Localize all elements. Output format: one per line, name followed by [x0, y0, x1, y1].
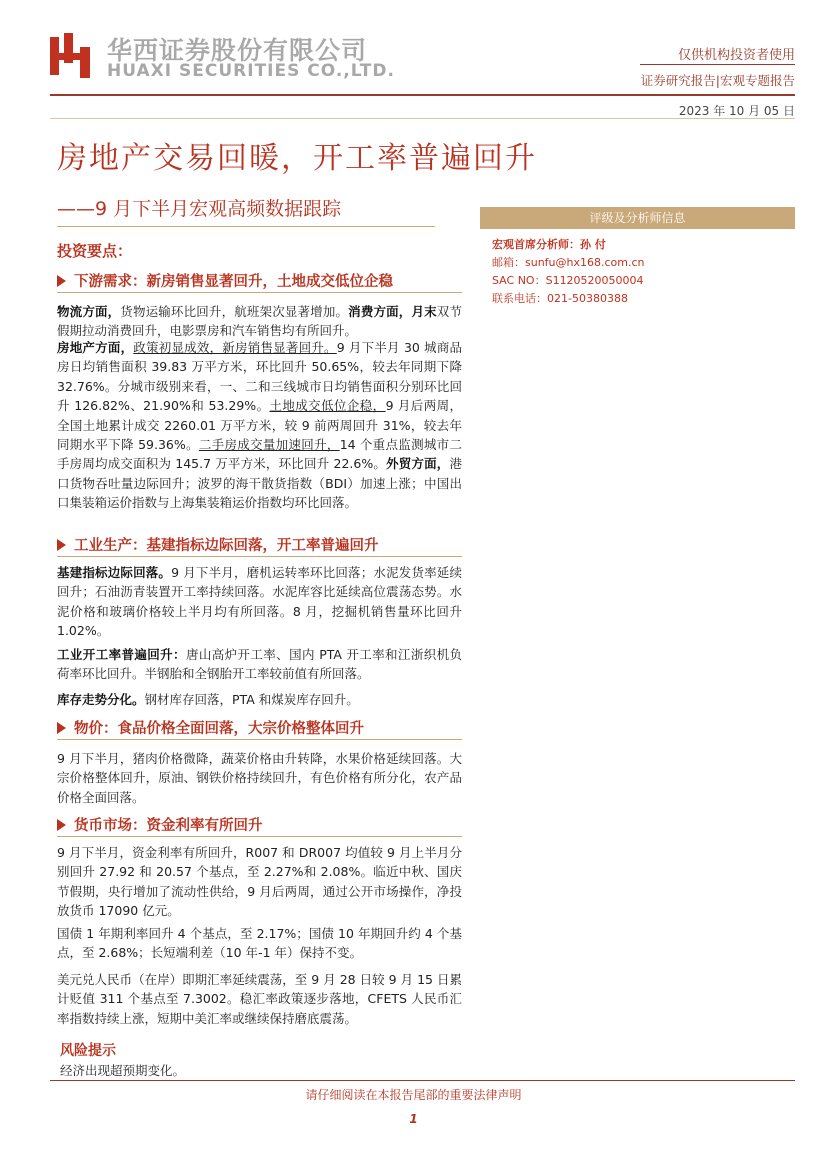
bold-lead: 外贸方面，: [386, 456, 450, 472]
text: 货物运输环比回升，航班架次显著增加。: [120, 304, 349, 319]
text: 9 月下半月，磨机运转率环比回落；水泥发货率延续回升；石油沥青装置开工率持续回落。水泥库容比延续高位震荡态势。水泥价格和玻璃价格较上半月均有所回落。8 月，挖掘机销售量环比回升 1.02%。: [57, 565, 462, 639]
key-points-label: 投资要点：: [57, 242, 133, 260]
analyst-phone: 联系电话：021-50380388: [492, 292, 628, 305]
report-subtitle: ——9 月下半月宏观高频数据跟踪: [57, 198, 342, 220]
company-name-cn: 华西证券股份有限公司: [107, 36, 368, 65]
risk-title: 风险提示: [60, 1043, 116, 1059]
text: 9 月下半月 30 城商品房日均销售面积 39.83 万平方米，环比回升 50.65%，较去年同期下降 32.76%。分城市级别来看，一、二和三线城市日均销售面积分别环比回升 126.82%、21.90%和 53.29%。: [57, 340, 462, 414]
section-heading-demand: [57, 270, 393, 291]
bold-lead: 消费方面，月末: [348, 304, 437, 319]
underlined-text: 二手房成交量加速回升，: [198, 437, 340, 453]
audience-note: 仅供机构投资者使用: [677, 48, 795, 63]
paragraph-infrastructure: [57, 563, 462, 641]
analyst-box-heading: 评级及分析师信息: [480, 207, 795, 229]
header-rule: [50, 94, 795, 96]
section-heading-industry: [57, 534, 379, 555]
paragraph-money-market: 9 月下半月，资金利率有所回升，R007 和 DR007 均值较 9 月上半月分别回升 27.92 和 20.57 个基点，至 2.27%和 2.08%。临近中秋、国庆节假期，央行增加了流动性供给，9 月后两周，通过公开市场操作，净投放货币 17090 亿元。: [57, 845, 462, 919]
paragraph-real-estate: [57, 338, 462, 513]
report-title: 房地产交易回暖，开工率普遍回升: [57, 141, 537, 176]
text: 双节假期拉动消费回升，电影票房和汽车销售均有所回升。: [57, 304, 462, 339]
bold-lead: 物流方面，: [57, 304, 121, 319]
arrow-icon: [57, 275, 66, 287]
text: 港口货物吞吐量边际回升；波罗的海干散货指数（BDI）加速上涨；中国出口集装箱运价指数与上海集装箱运价指数均环比回落。: [57, 456, 462, 511]
arrow-icon: [57, 722, 66, 734]
text: 9 月后两周，全国土地累计成交 2260.01 万平方米，较 9 前两周回升 31%，较去年同期水平下降 59.36%。: [57, 398, 462, 453]
risk-text: 经济出现超预期变化。: [60, 1063, 186, 1078]
section-title: 工业生产：基建指标边际回落，开工率普遍回升: [74, 538, 379, 554]
section-underline: [57, 556, 462, 557]
text: 唐山高炉开工率、国内 PTA 开工率和江浙织机负荷率环比回升。半钢胎和全钢胎开工率较前值有所回落。: [57, 647, 462, 682]
section-heading-money: [57, 814, 263, 835]
paragraph-bonds: 国债 1 年期利率回升 4 个基点，至 2.17%；国债 10 年期回升约 4 个基点，至 2.68%；长短端利差（10 年-1 年）保持不变。: [57, 926, 462, 961]
section-underline: [57, 836, 462, 837]
bold-lead: 基建指标边际回落。: [57, 565, 172, 580]
bold-lead: 房地产方面，: [57, 340, 134, 355]
text: 14 个重点监测城市二手房周均成交面积为 145.7 万平方米，环比回升 22.6%。: [57, 437, 462, 472]
paragraph-prices: 9 月下半月，猪肉价格微降，蔬菜价格由升转降，水果价格延续回落。大宗价格整体回升，原油、钢铁价格持续回升，有色价格有所分化，农产品价格全面回落。: [57, 751, 462, 805]
header-rule-short: [640, 64, 795, 65]
analyst-name: 宏观首席分析师：孙 付: [492, 238, 606, 251]
bold-lead: 库存走势分化。: [57, 692, 145, 707]
section-title: 物价：食品价格全面回落，大宗价格整体回升: [74, 721, 364, 737]
section-underline: [57, 739, 462, 740]
arrow-icon: [57, 819, 66, 831]
page-number: 1: [409, 1112, 418, 1126]
paragraph-operating-rate: [57, 645, 462, 684]
legal-disclaimer-link[interactable]: 请仔细阅读在本报告尾部的重要法律声明: [305, 1088, 522, 1102]
paragraph-fx: 美元兑人民币（在岸）即期汇率延续震荡，至 9 月 28 日较 9 月 15 日累计贬值 311 个基点至 7.3002。稳汇率政策逐步落地，CFETS 人民币汇率指数持续上涨，短期中美汇率或继续保持磨底震荡。: [57, 972, 462, 1026]
text: 钢材库存回落，PTA 和煤炭库存回升。: [144, 692, 359, 707]
underlined-text: 土地成交低位企稳，: [269, 398, 386, 414]
analyst-sac: SAC NO：S1120520050004: [492, 274, 644, 287]
paragraph-logistics: [57, 302, 462, 341]
paragraph-inventory: [57, 690, 462, 709]
section-title: 下游需求：新房销售显著回升，土地成交低位企稳: [74, 274, 393, 290]
report-date: 2023 年 10 月 05 日: [678, 104, 795, 118]
report-type: 证券研究报告|宏观专题报告: [640, 73, 795, 88]
bold-lead: 工业开工率普遍回升：: [57, 647, 186, 662]
analyst-email[interactable]: 邮箱：sunfu@hx168.com.cn: [492, 256, 645, 269]
section-underline: [57, 292, 462, 293]
subtitle-underline: [57, 226, 435, 227]
arrow-icon: [57, 539, 66, 551]
company-name-en: HUAXI SECURITIES CO.,LTD.: [107, 61, 395, 81]
section-heading-prices: [57, 717, 364, 738]
footer-rule: [50, 1080, 795, 1081]
huaxi-logo-icon: [50, 33, 95, 78]
section-title: 货币市场：资金利率有所回升: [74, 818, 263, 834]
underlined-text: 政策初显成效，新房销售显著回升。: [133, 340, 337, 355]
header-rule-thin: [50, 118, 795, 119]
